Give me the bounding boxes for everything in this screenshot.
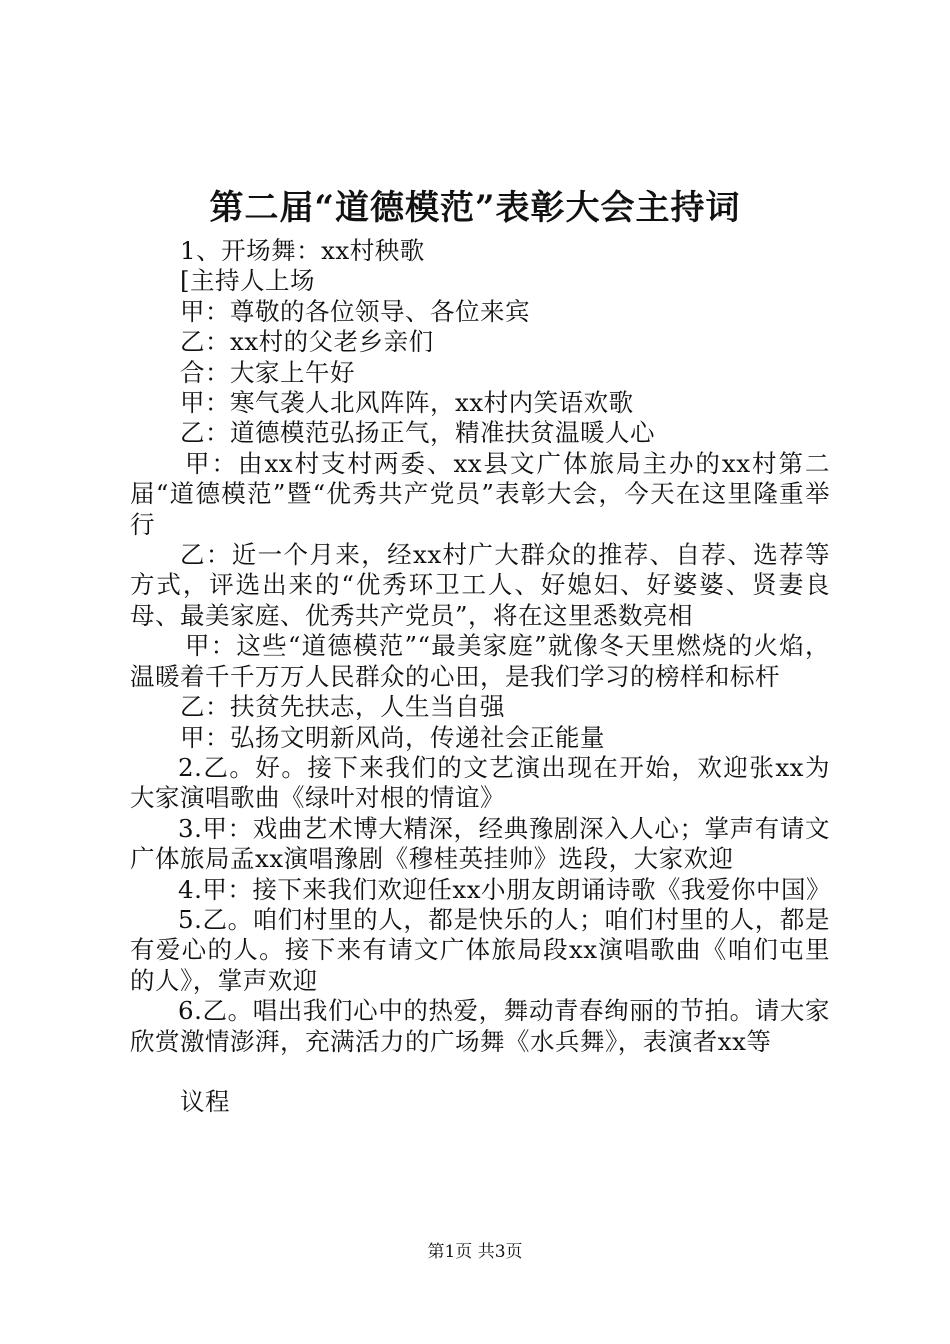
- paragraph-program-6: 6.乙。唱出我们心中的热爱，舞动青春绚丽的节拍。请大家欣赏激情澎湃，充满活力的广场舞《水兵舞》，表演者xx等: [130, 996, 830, 1056]
- paragraph-a-civilization: 甲：弘扬文明新风尚，传递社会正能量: [180, 722, 605, 752]
- paragraph-greeting-together: 合：大家上午好: [180, 357, 355, 387]
- paragraph-host-entrance: [主持人上场: [180, 266, 316, 296]
- paragraph-b-poverty: 乙：扶贫先扶志，人生当自强: [180, 692, 505, 722]
- paragraph-program-2: 2.乙。好。接下来我们的文艺演出现在开始，欢迎张xx为大家演唱歌曲《绿叶对根的情谊》: [130, 752, 830, 813]
- paragraph-a-line-1: 甲：寒气袭人北风阵阵，xx村内笑语欢歌: [180, 388, 634, 418]
- paragraph-agenda: 议程: [180, 1086, 230, 1116]
- paragraph-program-4: 4.甲：接下来我们欢迎任xx小朋友朗诵诗歌《我爱你中国》: [178, 874, 832, 904]
- paragraph-b-line-1: 乙：道德模范弘扬正气，精准扶贫温暖人心: [180, 418, 655, 448]
- paragraph-a-role-models: 甲：这些“道德模范”“最美家庭”就像冬天里燃烧的火焰，温暖着千千万万人民群众的心田，是我们学习的榜样和标杆: [130, 631, 830, 691]
- paragraph-program-5: 5.乙。咱们村里的人，都是快乐的人；咱们村里的人，都是有爱心的人。接下来有请文广体旅局段xx演唱歌曲《咱们屯里的人》，掌声欢迎: [130, 904, 830, 995]
- paragraph-greeting-a: 甲：尊敬的各位领导、各位来宾: [180, 296, 530, 326]
- paragraph-a-announcement: 甲：由xx村支村两委、xx县文广体旅局主办的xx村第二届“道德模范”暨“优秀共产党员”表彰大会，今天在这里隆重举行: [130, 448, 830, 539]
- paragraph-b-selection: 乙：近一个月来，经xx村广大群众的推荐、自荐、选荐等方式，评选出来的“优秀环卫工人、好媳妇、好婆婆、贤妻良母、最美家庭、优秀共产党员”，将在这里悉数亮相: [130, 540, 830, 630]
- paragraph-greeting-b: 乙：xx村的父老乡亲们: [180, 327, 434, 357]
- document-title: 第二届“道德模范”表彰大会主持词: [209, 188, 741, 228]
- document-body: [130, 236, 830, 1117]
- paragraph-program-3: 3.甲：戏曲艺术博大精深，经典豫剧深入人心；掌声有请文广体旅局孟xx演唱豫剧《穆桂英挂帅》选段，大家欢迎: [130, 813, 830, 874]
- page-number-footer: 第1页 共3页: [427, 1242, 523, 1262]
- paragraph-opening-dance: 1、开场舞：xx村秧歌: [180, 236, 425, 265]
